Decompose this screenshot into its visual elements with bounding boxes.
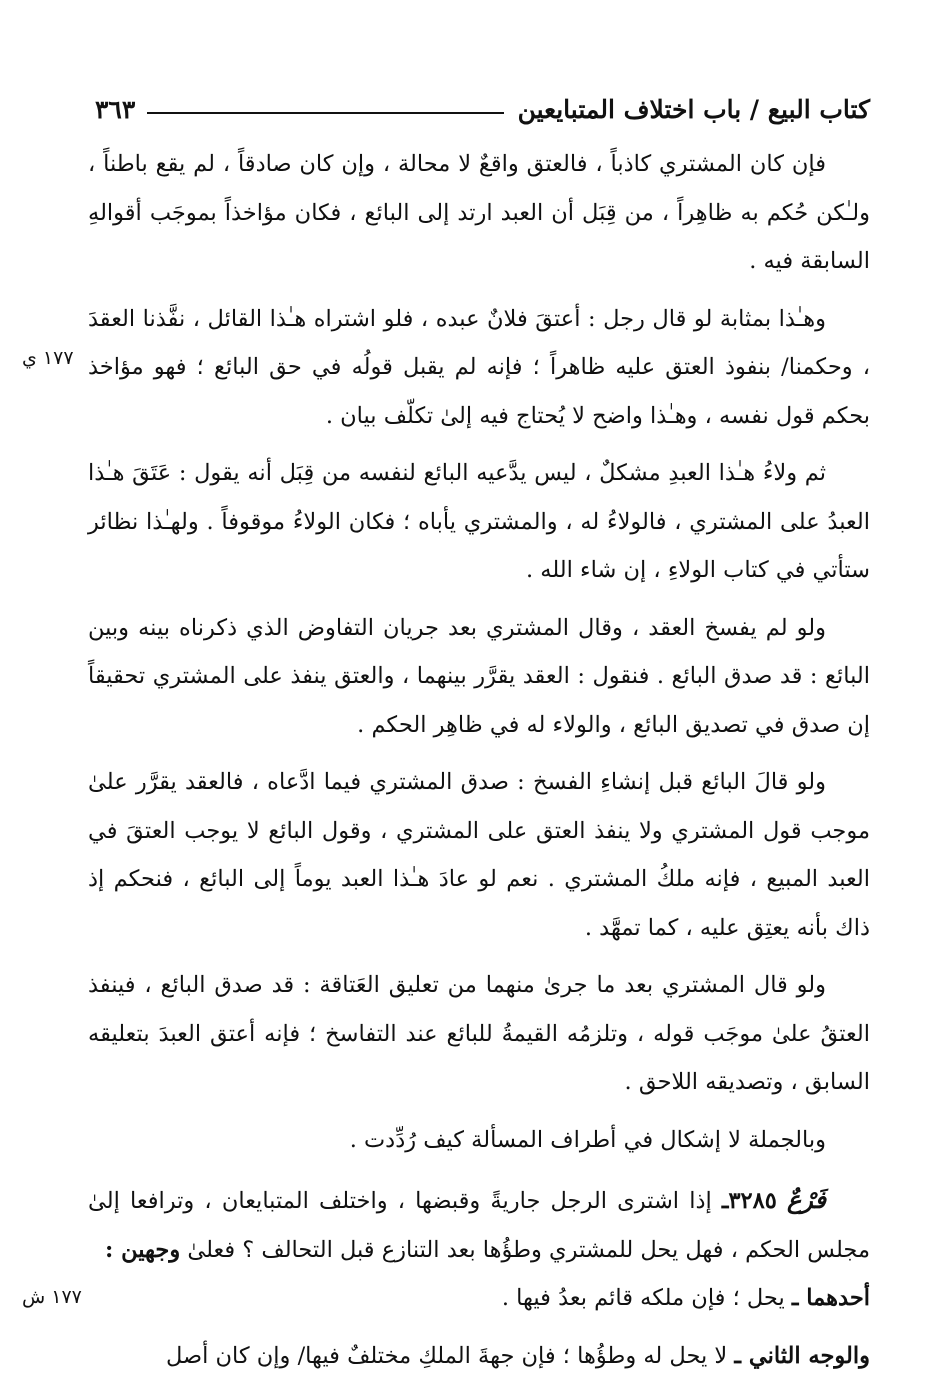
margin-note-manuscript-ref-2: ١٧٧ ش (22, 1286, 82, 1308)
branch-marker: فَرْعٌ (786, 1185, 826, 1214)
paragraph-7: وبالجملة لا إشكال في أطراف المسألة كيف رُدِّدت . (349, 1126, 826, 1153)
paragraph-4: ولو لم يفسخ العقد ، وقال المشتري بعد جريان التفاوض الذي ذكرناه بينه وبين البائع : قد صدق البائع . فنقول : العقد يقرَّر بينهما ، والعتق ينفذ على المشتري تحقيقاً إن صدق في تصديق البائع ، والولاء له في ظاهِر الحكم . (88, 614, 870, 738)
paragraph-5: ولو قالَ البائع قبل إنشاءِ الفسخ : صدق المشتري فيما ادَّعاه ، فالعقد يقرَّر علىٰ موجب قول المشتري ولا ينفذ العتق على المشتري ، وقول البائع لا يوجب العتقَ في العبد المبيع ، فإنه ملكُ المشتري . نعم لو عادَ هـٰذا العبد يوماً إلى البائع ، فنحكم إذ ذاك بأنه يعتِق عليه ، كما تمهَّد . (88, 769, 870, 941)
page-body (88, 140, 870, 1389)
paragraph-6: ولو قال المشتري بعد ما جرىٰ منهما من تعليق العَتاقة : قد صدق البائع ، فينفذ العتقُ علىٰ موجَب قوله ، وتلزمُه القيمةُ للبائع عند التفاسخ ؛ فإنه أعتق العبدَ بتعليقه السابق ، وتصديقه اللاحق . (88, 972, 870, 1095)
paragraph-8-branch (88, 1176, 870, 1323)
margin-note-manuscript-ref: ١٧٧ ي (22, 347, 74, 369)
paragraph-3: ثم ولاءُ هـٰذا العبدِ مشكلٌ ، ليس يدَّعيه البائع لنفسه من قِبَل أنه يقول : عَتَقَ هـٰذا العبدُ على المشتري ، فالولاءُ له ، والمشتري يأباه ؛ فكان الولاءُ موقوفاً . ولهـٰذا نظائر ستأتي في كتاب الولاءِ ، إن شاء الله . (88, 460, 870, 583)
branch-text: إذا اشترى الرجل جاريةً وقبضها ، واختلف المتبايعان ، وترافعا إلىٰ مجلس الحكم ، فهل يحل للمشتري وطؤُها بعد التنازع قبل التحالف ؟ فعلىٰ (88, 1188, 870, 1263)
branch-text-bold: وجهين : (104, 1236, 181, 1263)
first-view-label: أحدهما ـ (791, 1285, 870, 1311)
header-rule (147, 112, 503, 114)
paragraph-1: فإن كان المشتري كاذباً ، فالعتق واقعٌ لا محالة ، وإن كان صادقاً ، لم يقع باطناً ، ولـٰكن حُكم به ظاهِراً ، من قِبَل أن العبد ارتد إلى البائع ، فكان مؤاخذاً بموجَب أقوالهِ السابقة فيه . (88, 151, 870, 274)
second-view-label: والوجه الثاني ـ (734, 1342, 870, 1369)
running-header (95, 78, 870, 122)
chapter-title: كتاب البيع / باب اختلاف المتبايعين (517, 95, 870, 124)
paragraph-2: وهـٰذا بمثابة لو قال رجل : أعتقَ فلانٌ عبده ، فلو اشتراه هـٰذا القائل ، نفَّذنا العقدَ ، وحكمنا/ بنفوذ العتق عليه ظاهراً ؛ فإنه لم يقبل قولُه في حق البائع ؛ فهو مؤاخذ بحكم قول نفسه ، وهـٰذا واضح لا يُحتاج فيه إلىٰ تكلّف بيان . (88, 305, 870, 429)
second-view-text: لا يحل له وطؤُها ؛ فإن جهةَ الملكِ مختلفٌ فيها/ وإن كان أصل (165, 1342, 735, 1369)
paragraph-10 (88, 1332, 870, 1381)
issue-number: ٣٢٨٥ـ (721, 1188, 777, 1214)
page-number: ٣٦٣ (95, 95, 136, 124)
first-view-text: يحل ؛ فإن ملكه قائم بعدُ فيها . (501, 1285, 792, 1311)
